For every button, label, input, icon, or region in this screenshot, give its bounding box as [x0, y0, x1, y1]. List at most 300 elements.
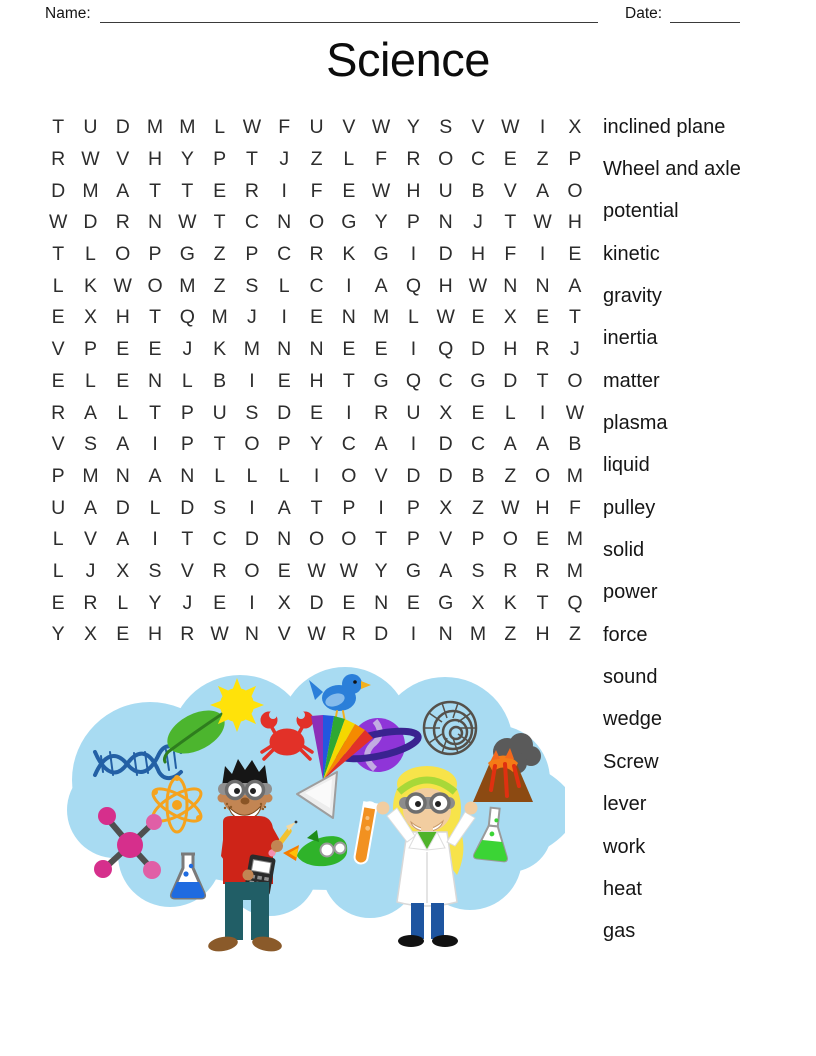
grid-letter: A [116, 179, 130, 202]
grid-letter: I [378, 496, 384, 519]
grid-letter: J [182, 591, 193, 614]
grid-letter: D [277, 401, 292, 424]
grid-letter: A [83, 401, 97, 424]
grid-letter: E [213, 591, 227, 614]
grid-letter: E [310, 401, 324, 424]
grid-letter: N [147, 369, 163, 392]
grid-letter: E [116, 623, 130, 646]
grid-letter: D [51, 179, 66, 202]
word-list-item: Wheel and axle [603, 158, 741, 181]
grid-letter: W [565, 401, 585, 424]
grid-letter: W [307, 623, 326, 646]
word-list-item: gravity [603, 285, 662, 308]
grid-letter: T [504, 211, 517, 234]
grid-letter: R [406, 148, 421, 171]
grid-letter: R [341, 623, 356, 646]
grid-letter: O [438, 148, 454, 171]
grid-letter: L [52, 559, 64, 582]
grid-letter: O [341, 464, 357, 487]
grid-letter: X [439, 401, 453, 424]
grid-letter: Y [148, 591, 162, 614]
grid-letter: W [371, 179, 391, 202]
grid-letter: M [82, 179, 99, 202]
grid-letter: M [566, 464, 584, 487]
grid-letter: I [410, 338, 417, 361]
grid-letter: T [213, 211, 226, 234]
grid-letter: N [438, 623, 453, 646]
grid-letter: C [341, 433, 356, 456]
grid-letter: C [470, 148, 486, 171]
grid-letter: W [210, 623, 229, 646]
grid-letter: N [147, 211, 163, 234]
grid-letter: W [48, 211, 68, 234]
grid-letter: M [566, 559, 584, 582]
grid-letter: T [568, 306, 581, 329]
word-list-item: solid [603, 539, 645, 562]
grid-letter: E [277, 369, 291, 392]
grid-letter: I [346, 401, 352, 424]
grid-letter: E [342, 179, 356, 202]
word-list-item: force [603, 623, 648, 646]
grid-letter: S [471, 559, 485, 582]
grid-letter: J [247, 306, 257, 329]
grid-letter: S [83, 433, 97, 456]
grid-letter: F [375, 148, 388, 171]
grid-letter: M [179, 116, 196, 139]
grid-letter: R [309, 243, 324, 266]
grid-letter: L [181, 369, 193, 392]
grid-letter: Z [536, 148, 549, 171]
grid-letter: P [180, 433, 194, 456]
grid-letter: I [410, 243, 417, 266]
grid-letter: D [83, 211, 98, 234]
grid-letter: N [341, 306, 356, 329]
grid-letter: Z [213, 274, 226, 297]
grid-letter: U [438, 179, 453, 202]
grid-letter: A [439, 559, 453, 582]
grid-letter: C [212, 528, 227, 551]
grid-letter: I [249, 496, 255, 519]
grid-letter: U [309, 116, 324, 139]
date-line[interactable] [670, 22, 740, 23]
word-list-item: inertia [603, 327, 658, 350]
grid-letter: E [471, 306, 485, 329]
word-list-item: power [603, 581, 658, 604]
grid-letter: C [438, 369, 453, 392]
grid-letter: Z [472, 496, 484, 519]
grid-letter: F [504, 243, 517, 266]
grid-letter: P [213, 148, 227, 171]
grid-letter: P [406, 496, 420, 519]
grid-letter: T [52, 243, 65, 266]
grid-letter: O [244, 559, 260, 582]
grid-letter: X [83, 306, 97, 329]
grid-letter: D [115, 496, 130, 519]
grid-letter: N [180, 464, 195, 487]
grid-letter: C [470, 433, 486, 456]
grid-letter: I [410, 623, 417, 646]
grid-letter: C [244, 211, 259, 234]
grid-letter: Z [504, 464, 517, 487]
grid-letter: T [149, 401, 161, 424]
grid-letter: T [52, 116, 65, 139]
grid-letter: A [277, 496, 291, 519]
grid-letter: W [242, 116, 262, 139]
grid-letter: X [277, 591, 291, 614]
grid-letter: R [51, 148, 66, 171]
grid-letter: I [313, 464, 320, 487]
grid-letter: E [116, 338, 130, 361]
grid-letter: B [471, 179, 485, 202]
grid-letter: G [470, 369, 486, 392]
grid-letter: I [281, 306, 287, 329]
grid-letter: V [374, 464, 388, 487]
grid-letter: X [83, 623, 97, 646]
grid-letter: Q [179, 306, 195, 329]
sun-icon [210, 678, 264, 732]
grid-letter: G [438, 591, 454, 614]
grid-letter: P [148, 243, 162, 266]
grid-letter: M [211, 306, 228, 329]
grid-letter: L [117, 591, 129, 614]
grid-letter: L [117, 401, 129, 424]
grid-letter: Q [405, 369, 421, 392]
grid-letter: H [535, 623, 550, 646]
grid-letter: E [51, 306, 65, 329]
grid-letter: P [406, 211, 420, 234]
grid-letter: U [51, 496, 66, 519]
grid-letter: I [410, 433, 417, 456]
grid-letter: Q [438, 338, 454, 361]
grid-letter: N [244, 623, 259, 646]
grid-letter: U [83, 116, 98, 139]
grid-letter: V [342, 116, 356, 139]
grid-letter: G [373, 369, 389, 392]
grid-letter: A [374, 274, 388, 297]
grid-letter: A [568, 274, 582, 297]
grid-letter: F [278, 116, 291, 139]
grid-letter: O [308, 211, 325, 234]
grid-letter: V [439, 528, 453, 551]
grid-letter: X [568, 116, 582, 139]
grid-letter: H [115, 306, 130, 329]
grid-letter: D [438, 243, 453, 266]
grid-letter: T [181, 528, 194, 551]
grid-letter: O [115, 243, 131, 266]
grid-letter: C [309, 274, 324, 297]
grid-letter: J [570, 338, 580, 361]
grid-letter: E [374, 338, 388, 361]
grid-letter: N [374, 591, 389, 614]
grid-letter: L [149, 496, 161, 519]
grid-letter: D [503, 369, 518, 392]
grid-letter: B [568, 433, 582, 456]
grid-letter: S [213, 496, 227, 519]
grid-letter: Y [406, 116, 420, 139]
grid-letter: S [148, 559, 162, 582]
grid-letter: L [85, 243, 96, 266]
grid-letter: W [501, 116, 520, 139]
grid-letter: B [213, 369, 227, 392]
word-list-item: plasma [603, 412, 668, 435]
grid-letter: N [438, 211, 453, 234]
grid-letter: V [277, 623, 291, 646]
grid-letter: T [310, 496, 323, 519]
grid-letter: Y [374, 559, 388, 582]
grid-letter: H [470, 243, 486, 266]
grid-letter: L [85, 369, 96, 392]
grid-letter: L [214, 116, 226, 139]
word-list-item: lever [603, 793, 647, 816]
grid-letter: V [51, 338, 65, 361]
grid-letter: D [438, 464, 453, 487]
grid-letter: E [213, 179, 227, 202]
grid-letter: W [307, 559, 326, 582]
grid-letter: D [244, 528, 259, 551]
grid-letter: O [341, 528, 357, 551]
science-illustration [55, 660, 565, 960]
grid-letter: L [278, 274, 290, 297]
grid-letter: G [341, 211, 357, 234]
grid-letter: T [536, 369, 549, 392]
grid-letter: W [339, 559, 359, 582]
word-list-item: Screw [603, 750, 659, 773]
grid-letter: T [213, 433, 226, 456]
grid-letter: E [51, 591, 65, 614]
word-list [603, 106, 741, 953]
grid-letter: F [568, 496, 581, 519]
grid-letter: R [212, 559, 227, 582]
grid-letter: I [539, 243, 546, 266]
grid-letter: P [568, 148, 582, 171]
grid-letter: O [308, 528, 325, 551]
grid-letter: E [406, 591, 420, 614]
grid-letter: M [243, 338, 261, 361]
word-list-item: kinetic [603, 242, 660, 265]
grid-letter: N [277, 528, 292, 551]
grid-letter: E [342, 591, 356, 614]
grid-letter: R [374, 401, 389, 424]
grid-letter: R [535, 559, 550, 582]
grid-letter: Z [213, 243, 226, 266]
grid-letter: N [309, 338, 324, 361]
word-list-item: pulley [603, 496, 656, 519]
grid-letter: K [213, 338, 227, 361]
word-list-item: liquid [603, 454, 650, 477]
grid-letter: N [503, 274, 518, 297]
word-search-grid [42, 112, 591, 651]
grid-letter: V [51, 433, 65, 456]
grid-letter: V [471, 116, 485, 139]
grid-letter: T [149, 179, 161, 202]
grid-letter: E [503, 148, 517, 171]
word-list-item: sound [603, 666, 658, 689]
grid-letter: M [469, 623, 487, 646]
grid-letter: V [116, 148, 130, 171]
grid-letter: A [536, 433, 550, 456]
word-list-item: potential [603, 200, 679, 223]
grid-letter: V [503, 179, 517, 202]
grid-letter: F [310, 179, 323, 202]
grid-letter: S [245, 401, 259, 424]
grid-letter: O [567, 369, 583, 392]
grid-letter: U [212, 401, 227, 424]
grid-letter: H [406, 179, 421, 202]
word-list-item: gas [603, 920, 636, 943]
grid-letter: L [52, 528, 64, 551]
grid-letter: L [52, 274, 64, 297]
grid-letter: P [83, 338, 97, 361]
grid-letter: K [342, 243, 356, 266]
word-list-item: wedge [603, 708, 662, 731]
grid-letter: Y [51, 623, 65, 646]
grid-letter: Y [180, 148, 194, 171]
grid-letter: J [279, 148, 290, 171]
grid-letter: A [116, 433, 130, 456]
grid-letter: D [115, 116, 130, 139]
grid-letter: S [245, 274, 259, 297]
grid-letter: V [180, 559, 194, 582]
grid-letter: P [51, 464, 65, 487]
grid-letter: Y [374, 211, 388, 234]
grid-letter: H [147, 623, 163, 646]
grid-letter: M [146, 116, 164, 139]
grid-letter: I [539, 116, 546, 139]
grid-letter: N [277, 211, 292, 234]
grid-letter: E [310, 306, 324, 329]
word-list-item: matter [603, 369, 660, 392]
grid-letter: P [406, 528, 420, 551]
grid-letter: M [372, 306, 390, 329]
grid-letter: W [113, 274, 132, 297]
grid-letter: I [152, 433, 158, 456]
grid-letter: Q [405, 274, 421, 297]
grid-letter: T [149, 306, 161, 329]
grid-letter: E [277, 559, 291, 582]
grid-letter: W [178, 211, 197, 234]
grid-letter: J [473, 211, 483, 234]
grid-letter: R [535, 338, 550, 361]
grid-letter: K [83, 274, 97, 297]
grid-letter: G [373, 243, 389, 266]
grid-letter: E [568, 243, 582, 266]
grid-letter: M [82, 464, 99, 487]
grid-letter: N [277, 338, 292, 361]
grid-letter: U [406, 401, 421, 424]
grid-letter: O [567, 179, 583, 202]
grid-letter: X [503, 306, 517, 329]
grid-letter: J [182, 338, 193, 361]
grid-letter: Z [568, 623, 581, 646]
grid-letter: R [244, 179, 259, 202]
grid-letter: W [436, 306, 455, 329]
grid-letter: P [471, 528, 485, 551]
grid-letter: A [503, 433, 517, 456]
name-label: Name: [45, 5, 91, 22]
grid-letter: O [502, 528, 518, 551]
grid-letter: N [535, 274, 550, 297]
grid-letter: W [468, 274, 488, 297]
grid-letter: E [342, 338, 356, 361]
grid-letter: O [244, 433, 260, 456]
grid-letter: L [214, 464, 226, 487]
grid-letter: Z [504, 623, 517, 646]
grid-letter: C [277, 243, 292, 266]
grid-letter: A [374, 433, 388, 456]
grid-letter: I [539, 401, 546, 424]
grid-letter: X [471, 591, 485, 614]
grid-letter: P [342, 496, 356, 519]
grid-letter: R [503, 559, 518, 582]
grid-letter: I [346, 274, 352, 297]
grid-letter: H [535, 496, 550, 519]
grid-letter: O [147, 274, 163, 297]
grid-letter: W [81, 148, 100, 171]
grid-letter: L [278, 464, 290, 487]
page-title: Science [326, 33, 490, 86]
grid-letter: Y [310, 433, 324, 456]
grid-letter: L [246, 464, 258, 487]
grid-letter: Q [567, 591, 583, 614]
grid-letter: D [438, 433, 453, 456]
grid-letter: N [115, 464, 130, 487]
grid-letter: X [439, 496, 453, 519]
grid-letter: R [83, 591, 98, 614]
grid-letter: I [249, 369, 255, 392]
grid-letter: P [180, 401, 194, 424]
grid-letter: H [503, 338, 518, 361]
grid-letter: M [566, 528, 584, 551]
grid-letter: L [504, 401, 516, 424]
grid-letter: H [147, 148, 163, 171]
grid-letter: H [438, 274, 453, 297]
grid-letter: W [533, 211, 552, 234]
grid-letter: D [180, 496, 195, 519]
grid-letter: T [245, 148, 258, 171]
grid-letter: G [405, 559, 421, 582]
grid-letter: D [470, 338, 486, 361]
grid-letter: D [374, 623, 389, 646]
grid-letter: A [83, 496, 97, 519]
word-list-item: inclined plane [603, 115, 726, 138]
grid-letter: A [148, 464, 162, 487]
grid-letter: H [567, 211, 582, 234]
grid-letter: R [51, 401, 66, 424]
grid-letter: O [535, 464, 551, 487]
name-line[interactable] [100, 22, 598, 23]
grid-letter: D [406, 464, 421, 487]
grid-letter: E [536, 306, 550, 329]
grid-letter: E [471, 401, 485, 424]
grid-letter: E [148, 338, 162, 361]
grid-letter: J [85, 559, 96, 582]
grid-letter: G [179, 243, 195, 266]
grid-letter: T [342, 369, 355, 392]
word-list-item: heat [603, 877, 642, 900]
grid-letter: K [503, 591, 517, 614]
grid-letter: L [343, 148, 355, 171]
grid-letter: V [83, 528, 97, 551]
grid-letter: M [179, 274, 196, 297]
grid-letter: R [180, 623, 195, 646]
grid-letter: W [371, 116, 391, 139]
grid-letter: T [375, 528, 388, 551]
grid-letter: B [471, 464, 485, 487]
grid-letter: A [536, 179, 550, 202]
grid-letter: T [181, 179, 194, 202]
grid-letter: D [309, 591, 324, 614]
grid-letter: A [116, 528, 130, 551]
